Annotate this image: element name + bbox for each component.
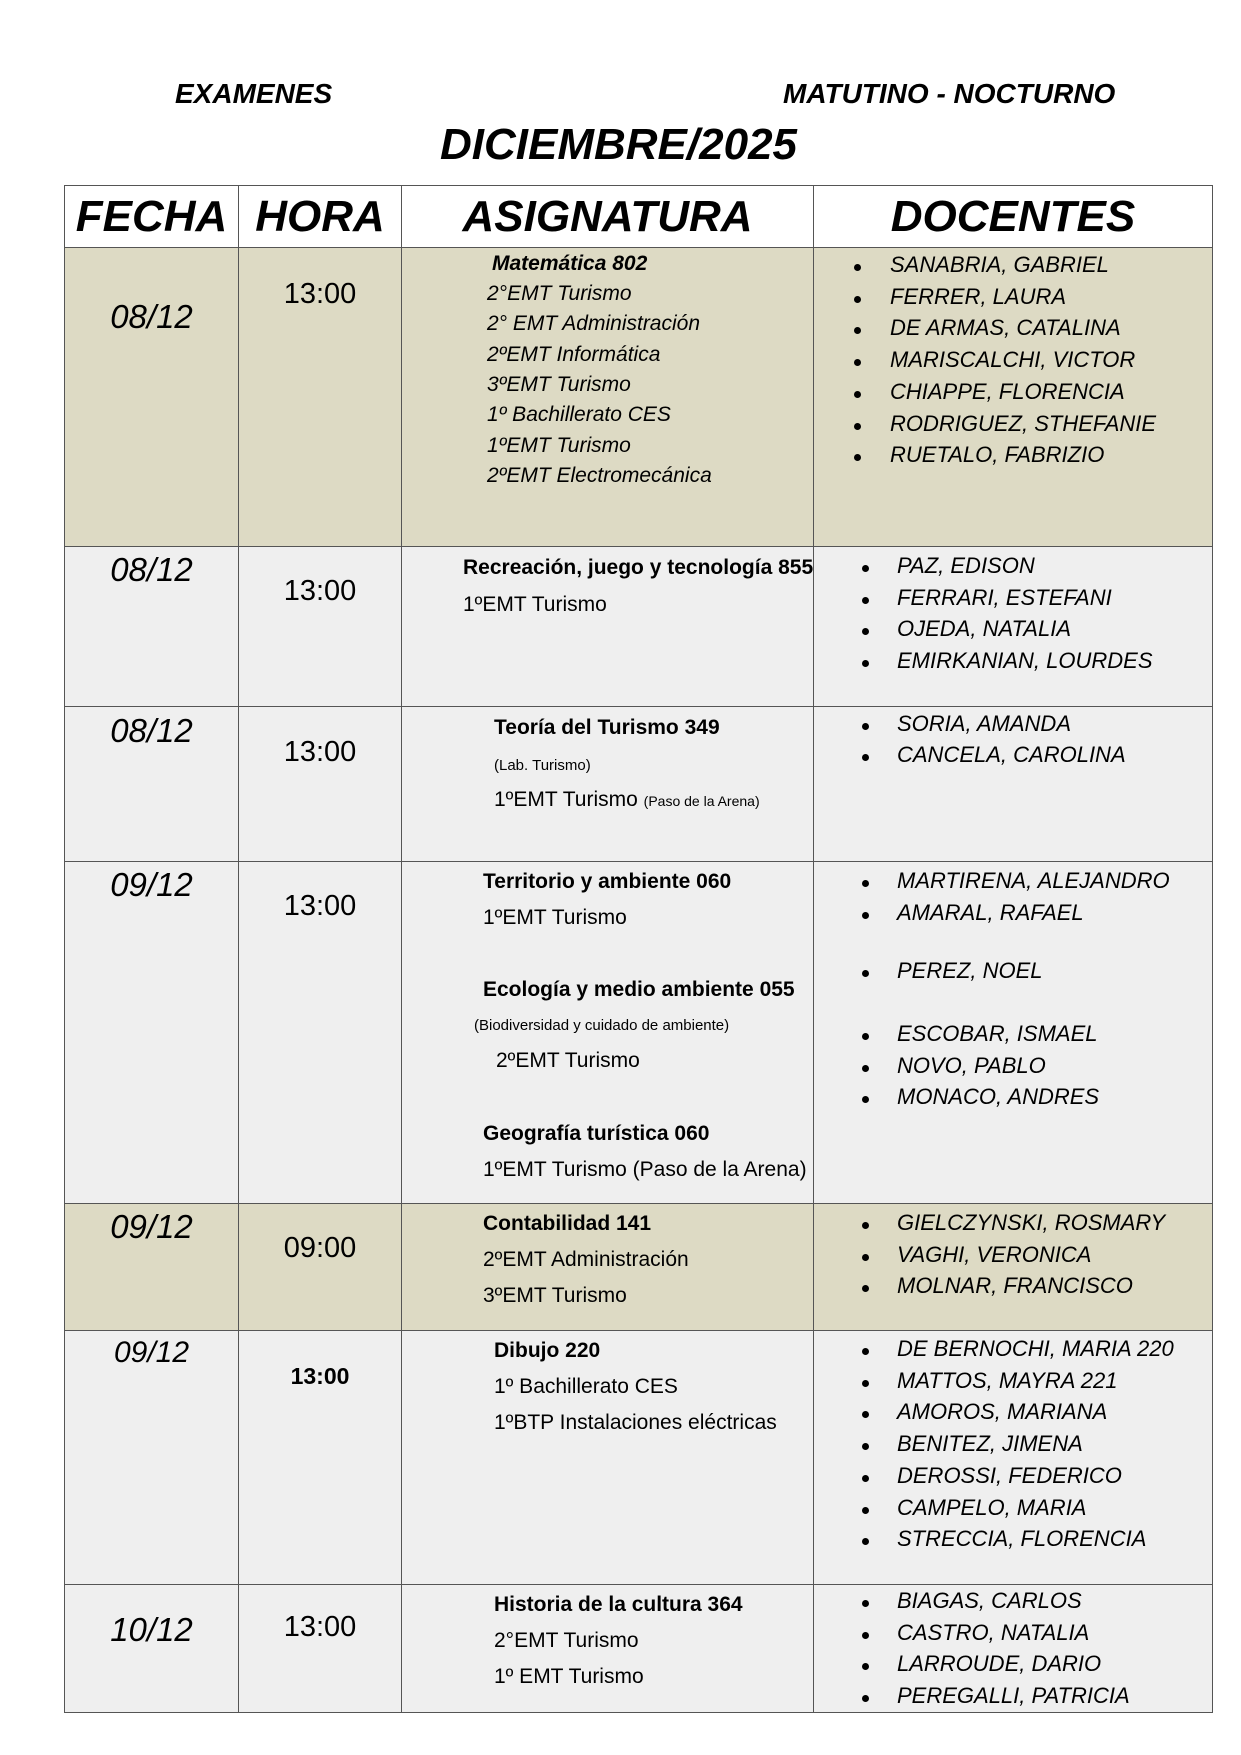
bullet-icon [862,723,869,730]
bullet-icon [862,1348,869,1355]
table-row [65,707,1213,862]
exam-time: 13:00 [283,278,357,310]
teacher-name: LARROUDE, DARIO [897,1651,1102,1676]
teacher-name: AMOROS, MARIANA [897,1399,1108,1424]
docentes-cell [814,1585,1213,1713]
exam-date: 09/12 [110,866,193,903]
subject-title: Geografía turística 060 [483,1122,710,1145]
header-right-title: MATUTINO - NOCTURNO [783,78,1116,109]
course-line: 3ºEMT Turismo [483,1284,627,1307]
teacher-name: FERRER, LAURA [890,284,1067,309]
docentes-cell [814,1331,1213,1585]
subject-note: (Biodiversidad y cuidado de ambiente) [474,1017,730,1034]
course-line: 2ºEMT Turismo [496,1049,640,1072]
docentes-cell [814,862,1213,1204]
table-row [65,248,1213,547]
bullet-icon [854,359,861,366]
subject-title: Recreación, juego y tecnología 855 [463,556,814,579]
fecha-cell [65,248,239,547]
bullet-icon [862,1411,869,1418]
subject-note: (Lab. Turismo) [494,757,591,774]
asignatura-cell [402,1585,814,1713]
teacher-name: MONACO, ANDRES [897,1084,1100,1109]
subject-title: Contabilidad 141 [483,1212,652,1235]
hora-cell [239,1204,402,1331]
asignatura-cell [402,1204,814,1331]
bullet-icon [862,1663,869,1670]
bullet-icon [862,1065,869,1072]
hora-cell [239,547,402,707]
bullet-icon [862,1443,869,1450]
exam-time: 13:00 [283,1611,357,1643]
hora-cell [239,1331,402,1585]
exam-date: 08/12 [110,712,193,749]
bullet-icon [854,423,861,430]
bullet-icon [862,1600,869,1607]
asignatura-cell [402,862,814,1204]
exam-time: 09:00 [283,1232,357,1264]
teacher-name: AMARAL, RAFAEL [897,900,1084,925]
course-line: 1º Bachillerato CES [487,403,671,426]
exam-date: 08/12 [110,551,193,588]
table-row [65,1204,1213,1331]
exam-date: 09/12 [113,1336,190,1369]
course-line: 3ºEMT Turismo [487,373,631,396]
subject-title: Teoría del Turismo 349 [494,716,720,739]
course-name: 1ºEMT Turismo [494,788,638,811]
bullet-icon [862,1222,869,1229]
course-line: 2ºEMT Electromecánica [487,464,712,487]
bullet-icon [862,1538,869,1545]
teacher-name: CHIAPPE, FLORENCIA [890,379,1125,404]
teacher-name: MOLNAR, FRANCISCO [897,1273,1133,1298]
fecha-cell [65,547,239,707]
bullet-icon [862,565,869,572]
subject-title: Matemática 802 [492,252,648,275]
bullet-icon [862,1695,869,1702]
teacher-name: CAMPELO, MARIA [897,1495,1087,1520]
table-row [65,547,1213,707]
asignatura-cell [402,707,814,862]
fecha-cell [65,707,239,862]
teacher-name: MARTIRENA, ALEJANDRO [897,868,1170,893]
bullet-icon [862,660,869,667]
fecha-cell [65,1585,239,1713]
bullet-icon [862,1285,869,1292]
hora-cell [239,248,402,547]
table-row [65,862,1213,1204]
asignatura-cell [402,248,814,547]
teacher-name: GIELCZYNSKI, ROSMARY [897,1210,1166,1235]
course-line: 1ºEMT Turismo [487,434,631,457]
course-line: 1º EMT Turismo [494,1665,644,1688]
teacher-name: DEROSSI, FEDERICO [897,1463,1122,1488]
bullet-icon [862,1632,869,1639]
bullet-icon [854,454,861,461]
teacher-name: CANCELA, CAROLINA [897,742,1126,767]
docentes-cell [814,248,1213,547]
subject-title: Historia de la cultura 364 [494,1593,743,1616]
teacher-name: MATTOS, MAYRA 221 [897,1368,1118,1393]
exam-time: 13:00 [283,736,357,768]
teacher-name: OJEDA, NATALIA [897,616,1072,641]
bullet-icon [854,296,861,303]
teacher-name: FERRARI, ESTEFANI [897,585,1112,610]
bullet-icon [862,1096,869,1103]
fecha-cell [65,1204,239,1331]
teacher-name: NOVO, PABLO [897,1053,1046,1078]
teacher-name: DE BERNOCHI, MARIA 220 [897,1336,1174,1361]
bullet-icon [862,970,869,977]
exam-time: 13:00 [283,575,357,607]
course-note: (Paso de la Arena) [643,793,760,809]
course-line: 1º Bachillerato CES [494,1375,678,1398]
teacher-name: RODRIGUEZ, STHEFANIE [890,411,1157,436]
teacher-name: SORIA, AMANDA [897,711,1071,736]
teacher-name: EMIRKANIAN, LOURDES [897,648,1153,673]
course-line: 2°EMT Turismo [494,1629,639,1652]
bullet-icon [862,597,869,604]
teacher-name: RUETALO, FABRIZIO [890,442,1105,467]
course-line: 1ºEMT Turismo [463,593,607,616]
asignatura-cell [402,547,814,707]
exam-table [64,185,1213,1713]
teacher-name: VAGHI, VERONICA [897,1242,1092,1267]
bullet-icon [854,391,861,398]
docentes-cell [814,1204,1213,1331]
table-row [65,1585,1213,1713]
bullet-icon [862,1254,869,1261]
page-title: DICIEMBRE/2025 [440,120,798,169]
bullet-icon [862,754,869,761]
column-header-docentes: DOCENTES [814,186,1213,248]
subject-title: Dibujo 220 [494,1339,601,1362]
teacher-name: PAZ, EDISON [897,553,1035,578]
hora-cell [239,862,402,1204]
teacher-name: PEREZ, NOEL [897,958,1043,983]
docentes-cell [814,547,1213,707]
teacher-name: ESCOBAR, ISMAEL [897,1021,1098,1046]
asignatura-cell [402,1331,814,1585]
bullet-icon [854,327,861,334]
teacher-name: MARISCALCHI, VICTOR [890,347,1136,372]
bullet-icon [862,1033,869,1040]
teacher-name: BENITEZ, JIMENA [897,1431,1083,1456]
course-line: 2ºEMT Informática [487,343,661,366]
exam-date: 10/12 [110,1611,193,1648]
bullet-icon [862,880,869,887]
table-header-row [65,186,1213,248]
subject-title: Territorio y ambiente 060 [483,870,732,893]
bullet-icon [862,628,869,635]
exam-date: 08/12 [110,298,193,335]
teacher-name: PEREGALLI, PATRICIA [897,1683,1130,1708]
course-line: 2ºEMT Administración [483,1248,689,1271]
column-header-hora: HORA [239,186,402,248]
teacher-name: DE ARMAS, CATALINA [890,315,1121,340]
teacher-name: SANABRIA, GABRIEL [890,252,1109,277]
bullet-icon [862,1475,869,1482]
exam-time: 13:00 [290,1363,350,1389]
teacher-name: CASTRO, NATALIA [897,1620,1090,1645]
course-line: 1ºEMT Turismo [483,906,627,929]
header-left-title: EXAMENES [175,78,333,109]
bullet-icon [854,264,861,271]
bullet-icon [862,1380,869,1387]
table-row [65,1331,1213,1585]
course-line: 2° EMT Administración [487,312,701,335]
teacher-name: BIAGAS, CARLOS [897,1588,1082,1613]
course-line: 2°EMT Turismo [487,282,632,305]
course-line [494,788,760,812]
hora-cell [239,1585,402,1713]
teacher-name: STRECCIA, FLORENCIA [897,1526,1147,1551]
hora-cell [239,707,402,862]
course-line: 1ºEMT Turismo (Paso de la Arena) [483,1158,807,1181]
column-header-asignatura: ASIGNATURA [402,186,814,248]
docentes-cell [814,707,1213,862]
column-header-fecha: FECHA [65,186,239,248]
course-line: 1ºBTP Instalaciones eléctricas [494,1411,777,1434]
bullet-icon [862,912,869,919]
fecha-cell [65,1331,239,1585]
exam-date: 09/12 [110,1208,193,1245]
exam-time: 13:00 [283,890,357,922]
fecha-cell [65,862,239,1204]
bullet-icon [862,1507,869,1514]
subject-title: Ecología y medio ambiente 055 [483,978,795,1001]
